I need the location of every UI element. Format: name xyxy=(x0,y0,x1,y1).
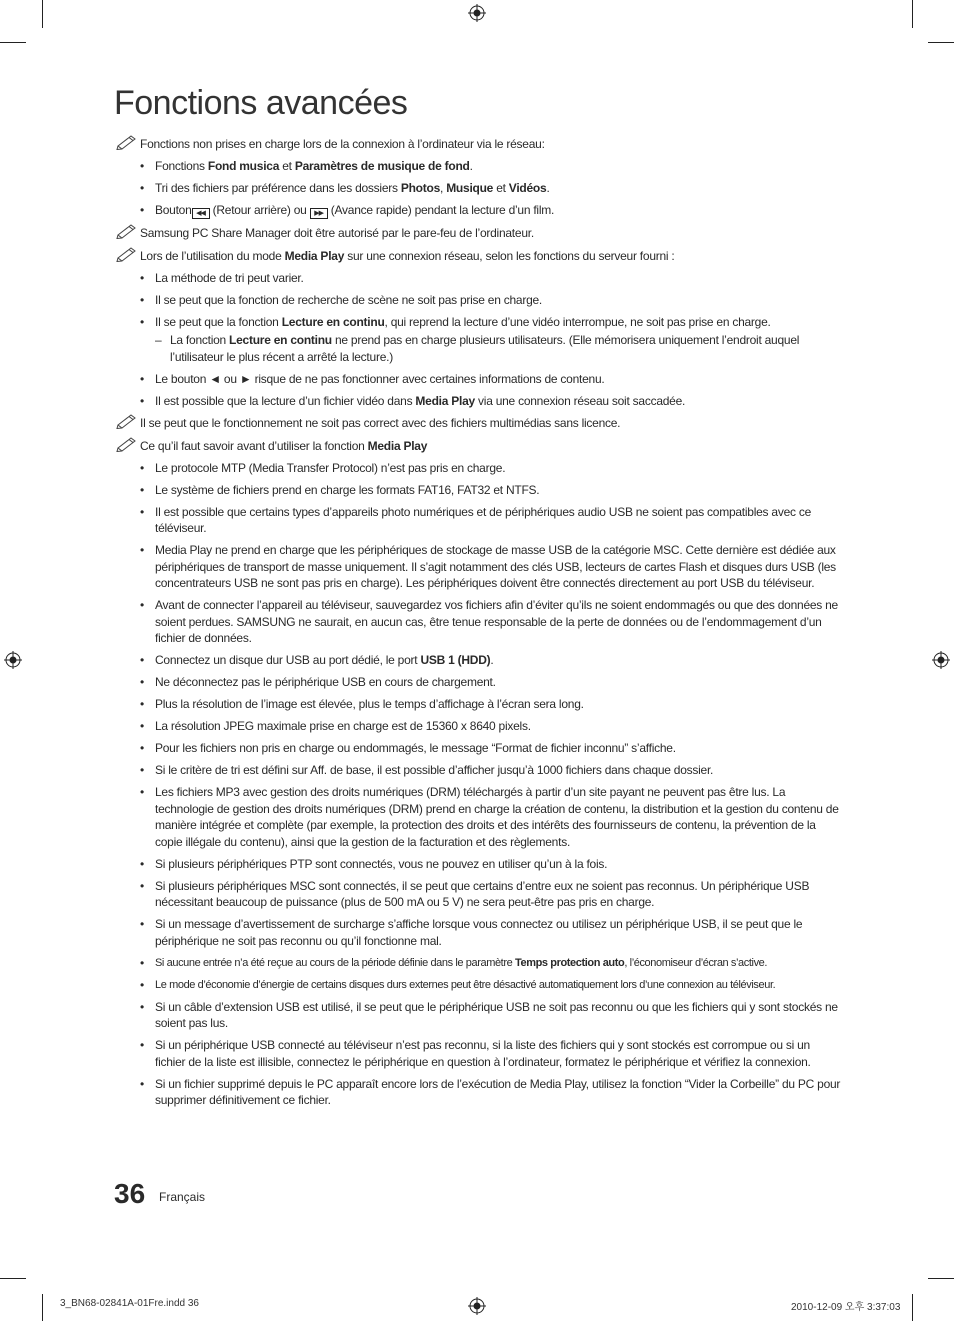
text-run: Fonctions non prises en charge lors de la connexion à l’ordinateur via le réseau: xyxy=(140,137,545,151)
bullet-icon: • xyxy=(140,741,144,755)
bullet-icon: • xyxy=(140,482,144,497)
text-run: Le bouton ◄ ou ► risque de ne pas fonctionner avec certaines informations de contenu. xyxy=(155,371,605,386)
list-item xyxy=(114,542,842,592)
text-run: , xyxy=(440,181,447,195)
list-item xyxy=(114,696,842,713)
bullet-list xyxy=(114,158,842,219)
bullet-icon: • xyxy=(140,1076,144,1091)
note xyxy=(114,225,842,242)
emphasis-text: Vidéos xyxy=(508,181,547,195)
list-item xyxy=(114,977,842,994)
text-run: . xyxy=(469,159,473,173)
note-text xyxy=(140,416,620,430)
registration-mark-icon xyxy=(468,1297,486,1315)
sub-item xyxy=(114,332,842,365)
print-slug-file: 3_BN68-02841A-01Fre.indd 36 xyxy=(60,1298,199,1309)
bullet-icon: • xyxy=(140,1038,144,1052)
text-run: . xyxy=(490,653,494,667)
bullet-icon: • xyxy=(140,785,144,799)
emphasis-text: Paramètres de musique de fond xyxy=(294,159,470,173)
list-item xyxy=(114,762,842,779)
registration-mark-icon xyxy=(468,4,486,22)
list-item xyxy=(114,482,842,499)
text-run: La méthode de tri peut varier. xyxy=(155,270,304,285)
text-run: La résolution JPEG maximale prise en charge est de 15360 x 8640 pixels. xyxy=(155,719,531,733)
text-run: Le système de fichiers prend en charge les formats FAT16, FAT32 et NTFS. xyxy=(155,482,540,497)
bullet-icon: • xyxy=(140,504,144,519)
text-run: Ce qu’il faut savoir avant d’utiliser la fonction xyxy=(140,438,368,453)
list-item xyxy=(114,916,842,949)
crop-mark xyxy=(928,42,954,43)
note-pencil-icon xyxy=(116,413,138,429)
text-run: Avant de connecter l’appareil au téléviseur, sauvegardez vos fichiers afin d’éviter qu’ils ne soient endommagés ou que des données ne soient perdues. SAMSUNG ne saurait, en aucun cas, être tenue responsable de la perte de données ou de l’endommagement d’un fichier de données. xyxy=(155,598,838,645)
bullet-icon: • xyxy=(140,697,144,711)
list-item xyxy=(114,393,842,410)
list-item xyxy=(114,1076,842,1109)
emphasis-text: Lecture en continu xyxy=(281,314,385,329)
emphasis-text: Temps protection auto xyxy=(514,956,625,969)
text-run: via une connexion réseau soit saccadée. xyxy=(474,393,686,408)
emphasis-text: Lecture en continu xyxy=(229,333,332,347)
note-text xyxy=(140,439,427,453)
text-run: Connectez un disque dur USB au port dédié, le port xyxy=(155,653,421,667)
text-run: Media Play ne prend en charge que les périphériques de stockage de masse USB de la catégorie MSC. Cette dernière est dédiée aux périphériques de transport de masse uniquement. Il s’agit notamment des clés USB, lecteurs de cartes Flash et disques durs USB (les concentrateurs USB ne sont pas pris en charge). Les périphériques doivent être connectés directement au port USB du téléviseur. xyxy=(155,543,836,590)
bullet-icon: • xyxy=(140,203,144,217)
page-title: Fonctions avancées xyxy=(114,84,408,122)
crop-mark xyxy=(42,1294,43,1321)
list-item xyxy=(114,314,842,331)
text-run: . xyxy=(546,181,550,195)
bullet-list xyxy=(114,270,842,410)
text-run: Si un fichier supprimé depuis le PC apparaît encore lors de l’exécution de Media Play, utilisez la fonction “Vider la Corbeille” du PC pour supprimer définitivement ce fichier. xyxy=(155,1076,841,1107)
list-item xyxy=(114,1037,842,1070)
list-item xyxy=(114,674,842,691)
text-run: Si un message d’avertissement de surcharge s’affiche lorsque vous connectez ou utilisez un périphérique USB, il se peut que le périphérique ne soit pas reconnu ou qu’il fonctionne mal. xyxy=(155,917,803,948)
bullet-icon: • xyxy=(140,653,144,667)
crop-mark xyxy=(0,42,26,43)
bullet-icon: • xyxy=(140,878,144,893)
list-item xyxy=(114,955,842,972)
list-item xyxy=(114,740,842,757)
page-language: Français xyxy=(159,1190,206,1204)
dash-icon: – xyxy=(155,333,162,347)
bullet-icon: • xyxy=(140,292,144,307)
note-pencil-icon xyxy=(116,223,138,239)
text-run: Si aucune entrée n’a été reçue au cours de la période définie dans le paramètre xyxy=(155,956,515,969)
list-item xyxy=(114,292,842,309)
content-body xyxy=(114,136,842,1109)
bullet-list xyxy=(114,460,842,1109)
note xyxy=(114,136,842,153)
print-slug-date: 2010-12-09 오후 3:37:03 xyxy=(791,1302,901,1313)
crop-mark xyxy=(42,0,43,28)
note-pencil-icon xyxy=(116,436,138,452)
emphasis-text: Photos xyxy=(400,181,441,195)
list-item xyxy=(114,202,842,219)
text-run: (Avance rapide) pendant la lecture d’un film. xyxy=(327,203,555,217)
list-item xyxy=(114,180,842,197)
text-run: Il est possible que certains types d’appareils photo numériques et de périphériques audio USB ne soient pas compatibles avec ce téléviseur. xyxy=(155,504,811,535)
bullet-icon: • xyxy=(140,763,144,777)
emphasis-text: Media Play xyxy=(367,438,428,453)
text-run: Il se peut que la fonction de recherche de scène ne soit pas prise en charge. xyxy=(155,292,543,307)
text-run: La fonction xyxy=(170,333,230,347)
text-run: et xyxy=(493,181,509,195)
text-run: Tri des fichiers par préférence dans les dossiers xyxy=(155,181,401,195)
text-run: Ne déconnectez pas le périphérique USB en cours de chargement. xyxy=(155,675,496,689)
bullet-icon: • xyxy=(140,371,144,386)
text-run: , l’économiseur d’écran s’active. xyxy=(624,956,768,969)
list-item xyxy=(114,270,842,287)
text-run: Fonctions xyxy=(155,159,208,173)
text-run: Il se peut que la fonction xyxy=(155,314,282,329)
rewind-button-icon: ◀◀ xyxy=(192,208,210,219)
text-run: Si un câble d’extension USB est utilisé, il se peut que le périphérique USB ne soit pas reconnu ou que les fichiers qui y sont stockés ne soient pas lus. xyxy=(155,999,838,1030)
text-run: Il est possible que la lecture d’un fichier vidéo dans xyxy=(155,393,416,408)
bullet-icon: • xyxy=(140,719,144,733)
text-run: Si plusieurs périphériques MSC sont connectés, il se peut que certains d’entre eux ne soient pas reconnus. Un périphérique USB nécessitant beaucoup de puissance (plus de 500 mA ou 5 V) ne sera peut-être pas pris en charge. xyxy=(155,878,810,909)
emphasis-text: Fond musica xyxy=(207,159,280,173)
note xyxy=(114,415,842,432)
emphasis-text: Musique xyxy=(446,181,494,195)
list-item xyxy=(114,652,842,669)
crop-mark xyxy=(912,1294,913,1321)
text-run: sur une connexion réseau, selon les fonctions du serveur fourni : xyxy=(344,248,675,263)
list-item xyxy=(114,718,842,735)
text-run: Le mode d’économie d’énergie de certains disques durs externes peut être désactivé automatiquement lors d’une connexion au téléviseur. xyxy=(155,978,776,991)
bullet-icon: • xyxy=(140,675,144,689)
text-run: Samsung PC Share Manager doit être autorisé par le pare-feu de l’ordinateur. xyxy=(140,226,534,240)
note-text xyxy=(140,137,545,151)
registration-mark-icon xyxy=(4,651,22,669)
text-run: Si un périphérique USB connecté au téléviseur n’est pas reconnu, si la liste des fichiers qui y sont stockés est corrompue ou si un fichier de la liste est illisible, connectez le périphérique en question à l’ordinateur, formatez le périphérique et vérifiez la connexion. xyxy=(155,1038,811,1069)
list-item xyxy=(114,371,842,388)
emphasis-text: USB 1 (HDD) xyxy=(420,653,491,667)
bullet-icon: • xyxy=(140,999,144,1014)
bullet-icon: • xyxy=(140,543,144,557)
list-item xyxy=(114,460,842,477)
text-run: Plus la résolution de l’image est élevée, plus le temps d’affichage à l’écran sera long. xyxy=(155,697,584,711)
note-pencil-icon xyxy=(116,246,138,262)
emphasis-text: Media Play xyxy=(284,248,345,263)
note-text xyxy=(140,249,675,263)
text-run: Si le critère de tri est défini sur Aff. de base, il est possible d’afficher jusqu’à 1000 fichiers dans chaque dossier. xyxy=(155,763,714,777)
bullet-icon: • xyxy=(140,917,144,931)
bullet-icon: • xyxy=(140,393,144,408)
text-run: et xyxy=(279,159,295,173)
emphasis-text: Media Play xyxy=(415,393,475,408)
bullet-icon: • xyxy=(140,460,144,475)
bullet-icon: • xyxy=(140,598,144,612)
text-run: , qui reprend la lecture d’une vidéo interrompue, ne soit pas prise en charge. xyxy=(384,314,771,329)
list-item xyxy=(114,504,842,537)
text-run: Le protocole MTP (Media Transfer Protocol) n’est pas pris en charge. xyxy=(155,460,506,475)
text-run: Les fichiers MP3 avec gestion des droits numériques (DRM) téléchargés à partir d’un site payant ne peuvent pas être lus. La technologie de gestion des droits numériques (DRM) prend en charge la création de contenu, la distribution et la gestion du contenu de manière intégrée et complète (par exemple, la protection des droits et des intérêts des fournisseurs de contenu, la prévention de la copie illégale du contenu), ainsi que la gestion de la facturation et des règlements. xyxy=(155,785,839,849)
text-run: ne prend pas en charge plusieurs utilisateurs. (Elle mémorisera uniquement l’endroit auquel l’utilisateur le plus récent a arrêté la lecture.) xyxy=(170,333,800,364)
list-item xyxy=(114,784,842,850)
text-run: Il se peut que le fonctionnement ne soit pas correct avec des fichiers multimédias sans licence. xyxy=(140,416,621,430)
text-run: (Retour arrière) ou xyxy=(209,203,310,217)
text-run: Lors de l’utilisation du mode xyxy=(140,248,285,263)
list-item xyxy=(114,158,842,175)
note-pencil-icon xyxy=(116,134,138,150)
fast-forward-button-icon: ▶▶ xyxy=(310,208,328,219)
page-number: 36 xyxy=(114,1178,146,1209)
text-run: Si plusieurs périphériques PTP sont connectés, vous ne pouvez en utiliser qu’un à la fois. xyxy=(155,856,608,871)
note xyxy=(114,248,842,265)
crop-mark xyxy=(0,1278,26,1279)
bullet-icon: • xyxy=(140,270,144,285)
list-item xyxy=(114,597,842,647)
list-item xyxy=(114,856,842,873)
note-text xyxy=(140,226,534,240)
crop-mark xyxy=(912,0,913,28)
text-run: Pour les fichiers non pris en charge ou endommagés, le message “Format de fichier inconnu” s’affiche. xyxy=(155,741,676,755)
bullet-icon: • xyxy=(140,856,144,871)
registration-mark-icon xyxy=(932,651,950,669)
bullet-icon: • xyxy=(140,181,144,195)
bullet-icon: • xyxy=(140,955,144,970)
list-item xyxy=(114,999,842,1032)
text-run: Bouton xyxy=(155,203,192,217)
bullet-icon: • xyxy=(140,977,144,992)
bullet-icon: • xyxy=(140,314,144,329)
bullet-icon: • xyxy=(140,159,144,173)
note xyxy=(114,438,842,455)
crop-mark xyxy=(928,1278,954,1279)
list-item xyxy=(114,878,842,911)
